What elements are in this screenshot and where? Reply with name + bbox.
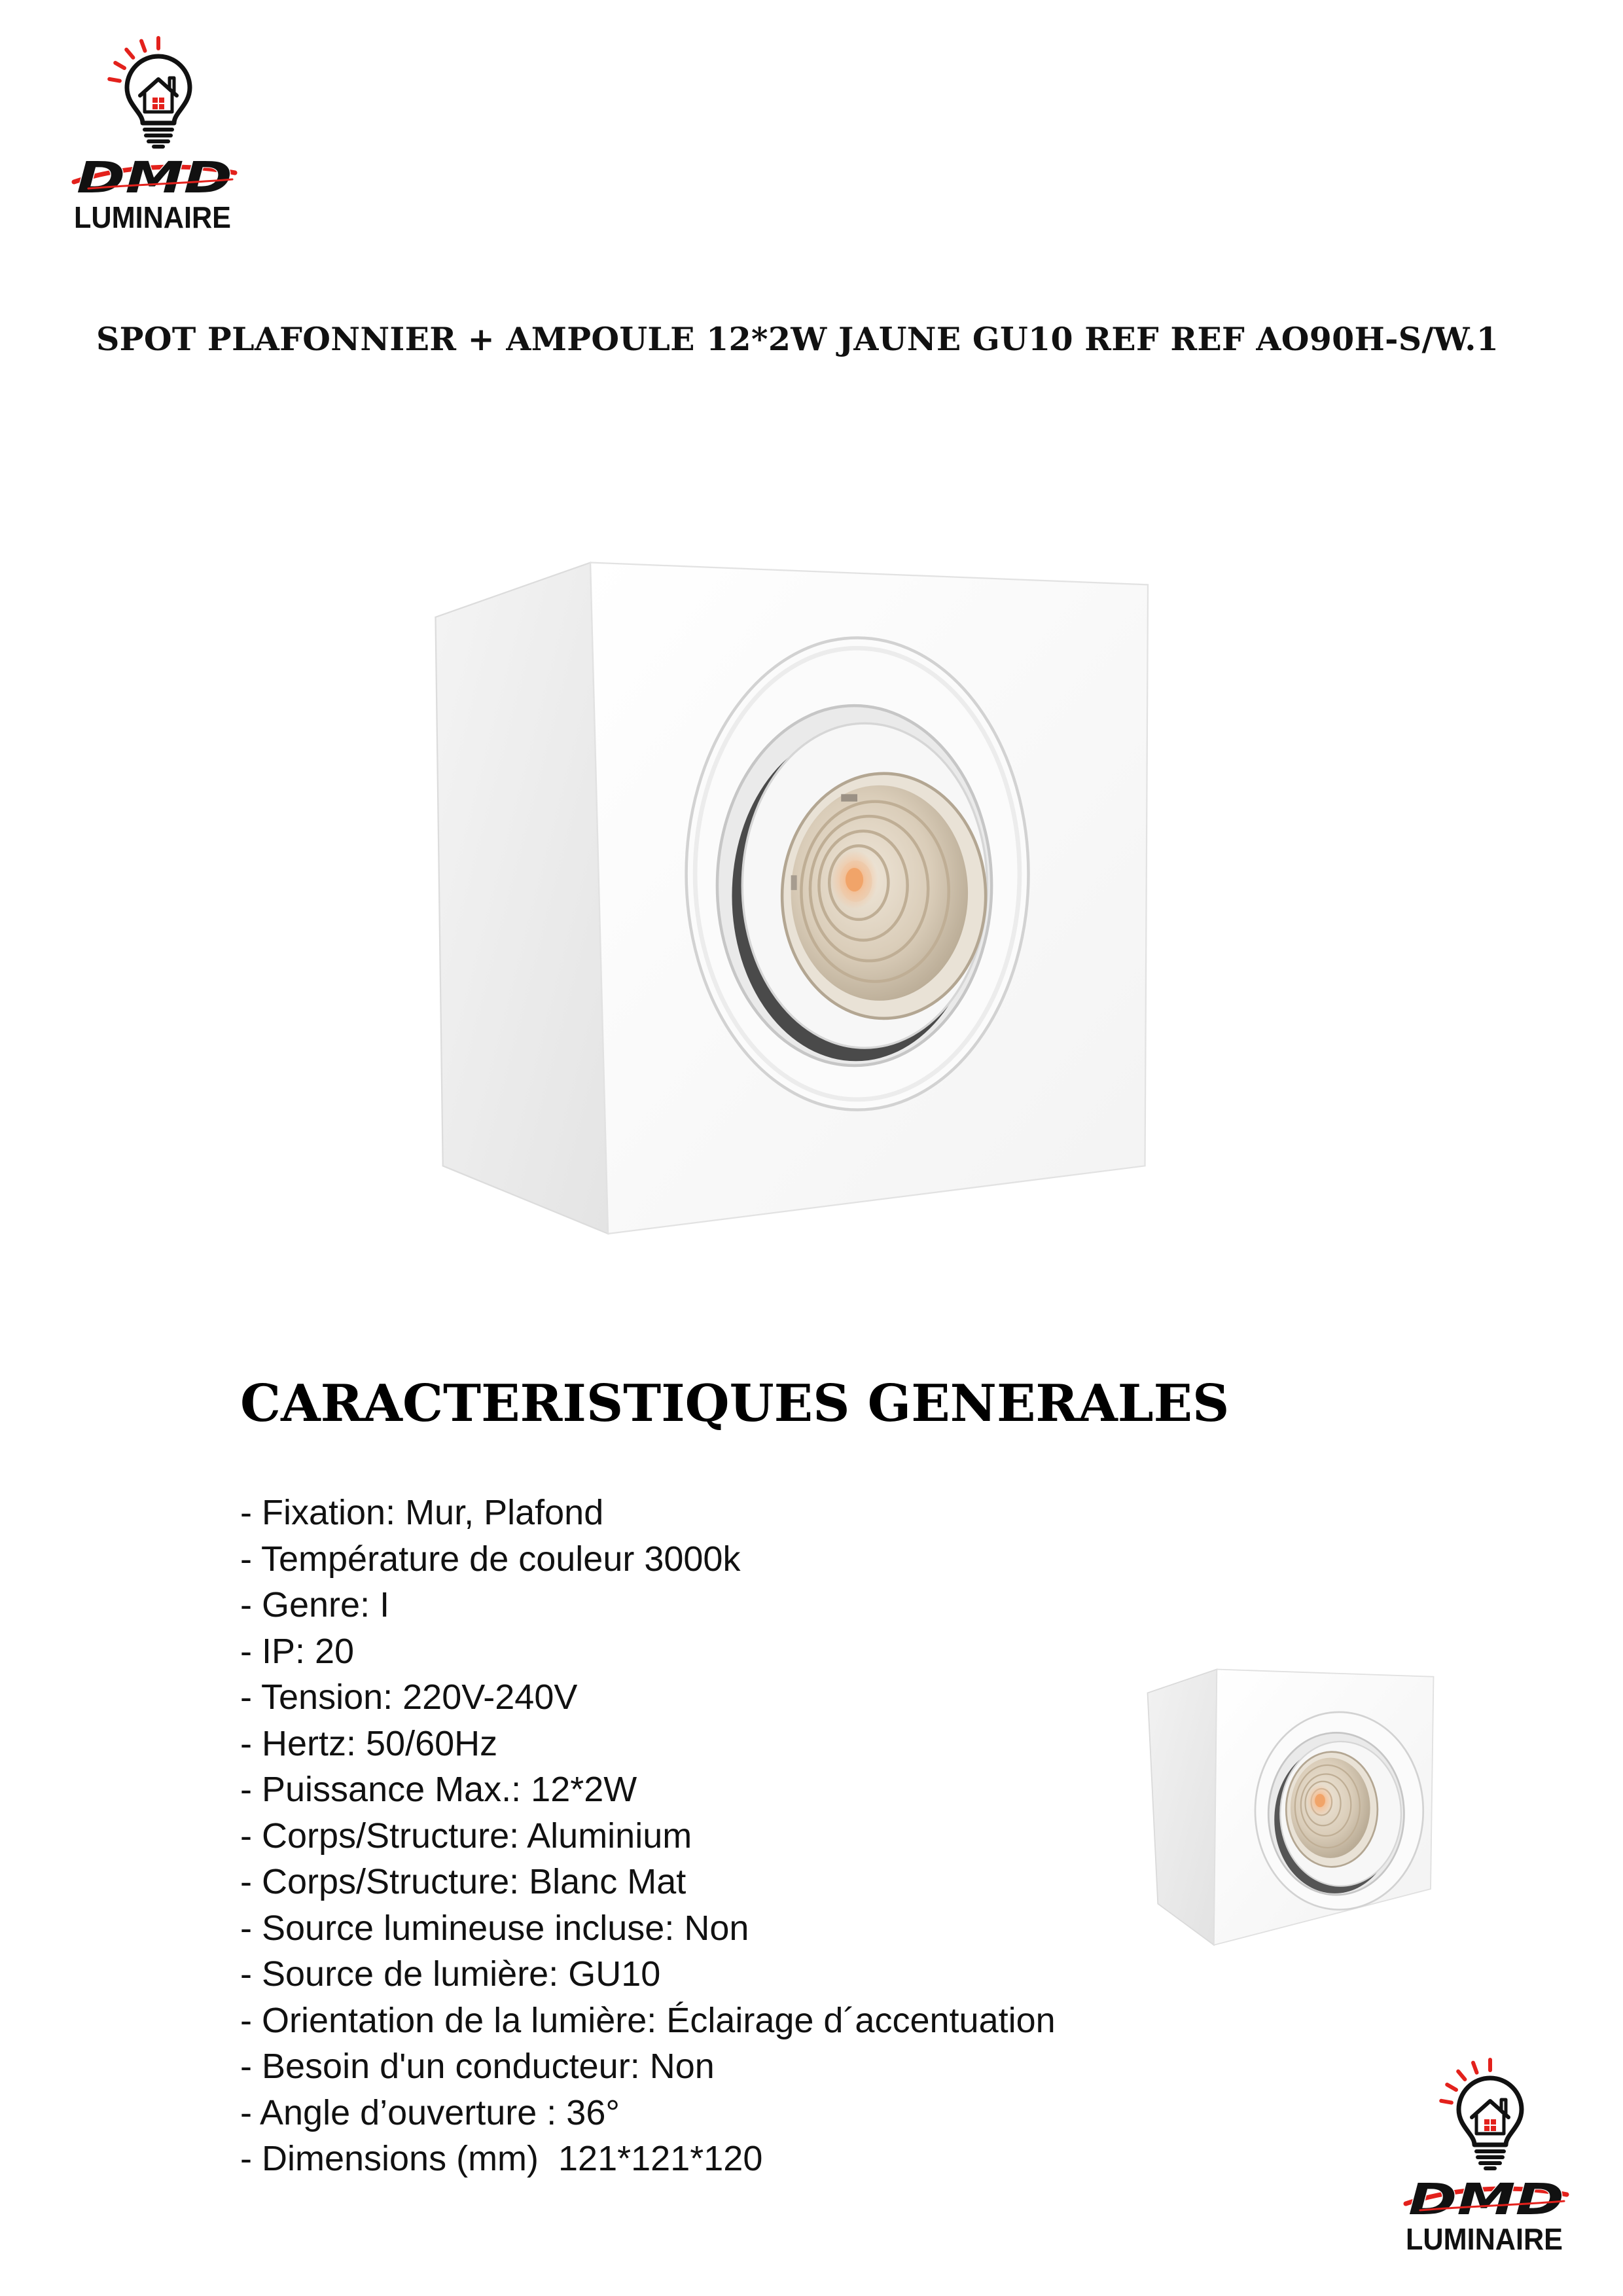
led-chip — [1315, 1794, 1325, 1807]
spec-item: - Besoin d'un conducteur: Non — [240, 2047, 715, 2086]
spec-item: - Angle d’ouverture : 36° — [240, 2092, 620, 2132]
spec-item: - Fixation: Mur, Plafond — [240, 1493, 604, 1532]
spec-item: - Corps/Structure: Blanc Mat — [240, 1862, 687, 1901]
logo-luminaire-text: LUMINAIRE — [1406, 2222, 1563, 2256]
product-image-main — [428, 554, 1158, 1240]
spec-item: - Température de couleur 3000k — [240, 1539, 741, 1579]
spec-item: - Corps/Structure: Aluminium — [240, 1816, 692, 1856]
bulb-base — [145, 130, 172, 147]
brand-logo-top — [69, 27, 239, 234]
logo-mark-text: DMD — [77, 152, 232, 203]
spec-item: - Tension: 220V-240V — [240, 1677, 578, 1717]
lightbulb-house-icon — [109, 38, 190, 147]
product-image-thumbnail — [1139, 1662, 1442, 1951]
spec-item: - Source de lumière: GU10 — [240, 1954, 661, 1994]
lightbulb-house-icon — [1441, 2060, 1522, 2168]
dmd-wordmark — [1406, 2174, 1567, 2225]
logo-luminaire-text: LUMINAIRE — [74, 200, 231, 234]
spec-item: - Dimensions (mm) 121*121*120 — [240, 2139, 763, 2178]
cube-side-face — [1148, 1670, 1217, 1945]
logo-mark-text: DMD — [1408, 2174, 1564, 2225]
spec-item: - Genre: I — [240, 1585, 390, 1624]
spec-item: - Puissance Max.: 12*2W — [240, 1770, 637, 1809]
spec-item: - Hertz: 50/60Hz — [240, 1723, 498, 1763]
lens-clip-top — [841, 794, 857, 801]
product-title: SPOT PLAFONNIER + AMPOULE 12*2W JAUNE GU10 REF REF AO90H-S/W.1 — [96, 320, 1499, 358]
bulb-base — [1476, 2151, 1504, 2168]
lens-clip-left — [791, 875, 797, 890]
section-heading: CARACTERISTIQUES GENERALES — [240, 1374, 1230, 1433]
spec-item: - Orientation de la lumière: Éclairage d´accentuation — [240, 2000, 1056, 2040]
dmd-wordmark — [74, 152, 235, 203]
spec-item: - IP: 20 — [240, 1631, 355, 1671]
spec-item: - Source lumineuse incluse: Non — [240, 1908, 749, 1948]
led-chip — [846, 868, 863, 891]
brand-logo-bottom — [1400, 2049, 1571, 2255]
spec-list — [240, 1490, 1056, 2182]
cube-side-face — [435, 563, 608, 1234]
